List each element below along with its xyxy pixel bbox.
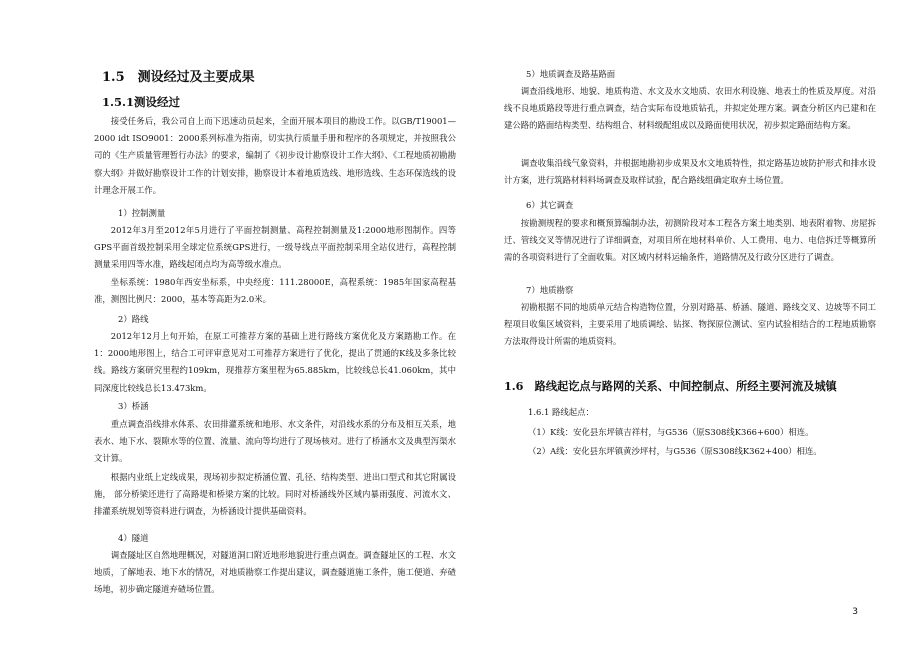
item-geology-road-title: 5）地质调查及路基路面 [526, 69, 616, 79]
section-heading-1-5: 1.5 测设经过及主要成果 [102, 70, 255, 85]
other-survey-paragraph: 按勘测规程的要求和概预算编制办法，初测阶段对本工程各方案土地类别、地表附着物、房屋拆迁、管线交叉等情况进行了详细调查，对项目所在地材料单价、人工费用、电力、电信拆迁等概算所需的各项资料进行了全面收集。对区域内材料运输条件，道路情况及行政分区进行了调查。 [504, 218, 876, 263]
geological-survey-paragraph: 初勘根据不同的地质单元结合构造物位置，分别对路基、桥涵、隧道、路线交叉、边坡等不同工程项目收集区域资料，主要采用了地质调绘、钻探、物探原位测试、室内试验相结合的工程地质勘察方法取得设计所需的地质资料。 [504, 302, 876, 347]
subsection-1-6-1-start-point: 1.6.1 路线起点： [528, 407, 594, 417]
route-paragraph: 2012年12月上旬开始，在原工可推荐方案的基础上进行路线方案优化及方案踏勘工作。在1：2000地形图上，结合工可评审意见对工可推荐方案进行了优化，提出了贯通的K线及多条比较线。路线方案研究里程约109km，现推荐方案里程为65.885km，比较线总长41.060km，其中同深度比较线总长13.473km。 [94, 331, 456, 393]
tunnel-paragraph: 调查隧址区自然地理概况，对隧道洞口附近地形地貌进行重点调查。调查隧址区的工程、水文地质，了解地表、地下水的情况，对地质勘察工作提出建议，调查隧道施工条件，施工便道、弃碴场地，初步确定隧道弃碴场位置。 [94, 550, 456, 595]
item-control-survey-title: 1）控制测量 [118, 208, 166, 218]
item-bridge-title: 3）桥涵 [118, 401, 149, 411]
control-survey-paragraph-2: 坐标系统：1980年西安坐标系，中央经度：111.28000E，高程系统：1985年国家高程基准，测图比例尺：2000，基本等高距为2.0米。 [94, 277, 456, 305]
bridge-paragraph-2: 根据内业纸上定线成果，现场初步拟定桥涵位置、孔径、结构类型、进出口型式和其它附属设施， 部分桥梁还进行了高路堤和桥梁方案的比较。同时对桥涵线外区域内暴雨强度、河流水文、排灌系统规划等资料进行调查，为桥涵设计提供基础资料。 [94, 472, 456, 517]
section-heading-1-6: 1.6 路线起讫点与路网的关系、中间控制点、所经主要河流及城镇 [504, 379, 837, 393]
control-survey-paragraph-1: 2012年3月至2012年5月进行了平面控制测量、高程控制测量及1:2000地形图制作。四等GPS平面首级控制采用全球定位系统GPS进行，一级导线点平面控制采用全站仪进行，高程控制测量采用四等水准，路线起闭点均为高等级水准点。 [94, 225, 456, 270]
subsection-heading-1-5-1: 1.5.1测设经过 [102, 95, 181, 109]
intro-paragraph: 接受任务后，我公司自上而下迅速动员起来，全面开展本项目的勘设工作。以GB/T19001—2000 idt ISO9001：2000系列标准为指南，切实执行质量手册和程序的各项规定，并按照我公司的《生产质量管理暂行办法》的要求，编制了《初步设计勘察设计工作大纲》、《工程地质初勘勘察大纲》并做好勘察设计工作的计划安排，勘察设计本着地质选线、地形选线、生态环保选线的设计理念开展工作。 [94, 116, 456, 195]
geology-road-paragraph-1: 调查沿线地形、地貌、地质构造、水文及水文地质、农田水利设施、地表土的性质及厚度。对沿线不良地质路段等进行重点调查，结合实际布设地质钻孔，并拟定处理方案。调查分析区内已建和在建公路的路面结构类型、结构组合、材料级配组成以及路面使用状况，初步拟定路面结构方案。 [504, 86, 876, 131]
bridge-paragraph-1: 重点调查沿线排水体系、农田排灌系统和地形、水文条件，对沿线水系的分布及相互关系，地表水、地下水、裂隙水等的位置、流量、流向等均进行了现场核对。进行了桥涵水文及典型泻渠水文计算。 [94, 419, 456, 464]
start-point-item-k-line: （1）K线：安化县东坪镇吉祥村，与G536（原S308线K366+600）相连。 [528, 427, 814, 437]
item-tunnel-title: 4）隧道 [118, 533, 149, 543]
page-number: 3 [852, 607, 858, 617]
start-point-item-a-line: （2）A线：安化县东坪镇黄沙坪村，与G536（原S308线K362+400）相连。 [528, 446, 822, 456]
item-route-title: 2）路线 [118, 314, 149, 324]
item-geological-survey-title: 7）地质勘察 [526, 285, 574, 295]
geology-road-paragraph-2: 调查收集沿线气象资料，并根据地勘初步成果及水文地质特性，拟定路基边坡防护形式和排水设计方案，进行筑路材料料场调查及取样试验，配合路线组确定取弃土场位置。 [504, 158, 876, 186]
item-other-survey-title: 6）其它调查 [526, 200, 574, 210]
